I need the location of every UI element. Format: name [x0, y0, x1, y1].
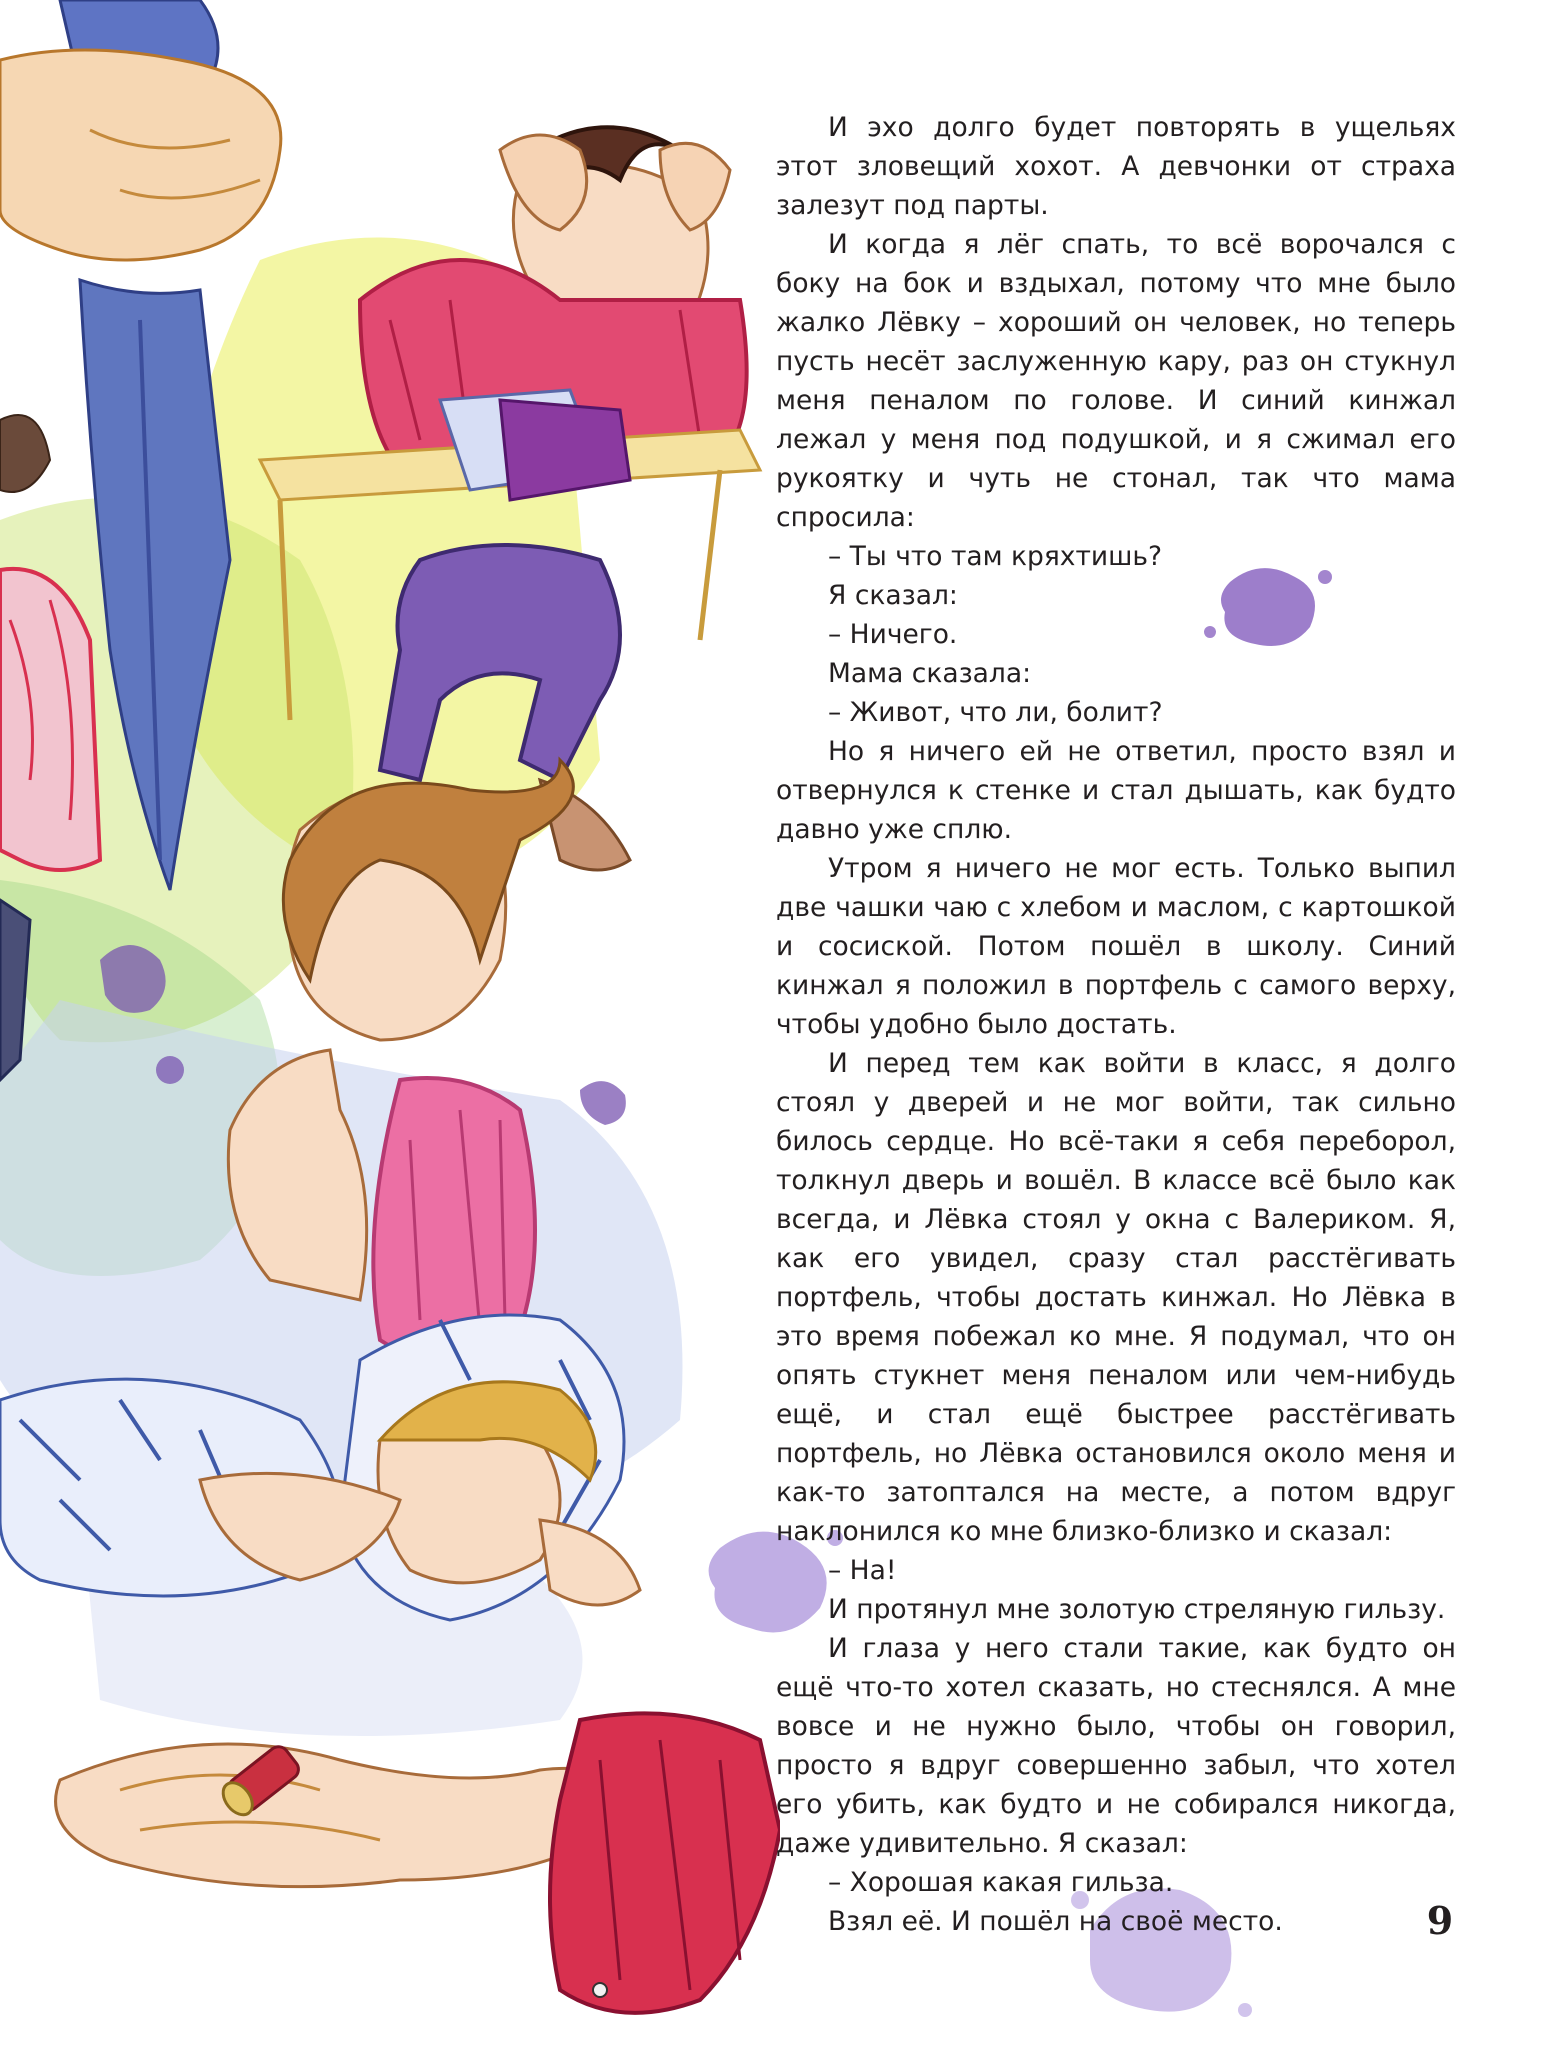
paragraph: И перед тем как войти в класс, я долго стоял у дверей и не мог войти, так сильно билось сердце. Но всё-таки я себя переборол, толкнул дверь и вошёл. В классе всё было как всегда, и Лёвка стоял у окна с Валериком. Я, как его увидел, сразу стал расстёгивать портфель, чтобы достать кинжал. Но Лёвка в это время побежал ко мне. Я подумал, что он опять стукнет меня пеналом или чем-нибудь ещё, и стал ещё быстрее расстёгивать портфель, но Лёвка остановился около меня и как-то затоптался на месте, а потом вдруг наклонился ко мне близко-близко и сказал: — [776, 1048, 1456, 1547]
page-number: 9 — [1426, 1898, 1454, 1943]
dialogue-line: – На! — [828, 1555, 897, 1586]
dialogue-line: – Хорошая какая гильза. — [828, 1867, 1174, 1898]
paragraph: Мама сказала: — [828, 658, 1032, 689]
paragraph: Я сказал: — [828, 580, 958, 611]
story-text — [776, 108, 1456, 1941]
paragraph: И когда я лёг спать, то всё ворочался с боку на бок и вздыхал, потому что мне было жалко Лёвку – хороший он человек, но теперь пусть несёт заслуженную кару, раз он стукнул меня пеналом по голове. И синий кинжал лежал у меня под подушкой, и я сжимал его рукоятку и чуть не стонал, так что мама спросила: — [776, 229, 1456, 533]
paragraph: И эхо долго будет повторять в ущельях этот зловещий хохот. А девчонки от страха залезут под парты. — [776, 112, 1456, 221]
paragraph: Утром я ничего не мог есть. Только выпил две чашки чаю с хлебом и маслом, с картошкой и сосиской. Потом пошёл в школу. Синий кинжал я положил в портфель с самого верху, чтобы удобно было достать. — [776, 853, 1456, 1040]
hand-with-cartridge — [56, 1713, 780, 2013]
dialogue-line: – Ты что там кряхтишь? — [828, 541, 1163, 572]
dialogue-line: – Ничего. — [828, 619, 958, 650]
paragraph: И глаза у него стали такие, как будто он ещё что-то хотел сказать, но стеснялся. А мне вовсе и не нужно было, чтобы он говорил, просто я вдруг совершенно забыл, что хотел его убить, как будто и не собирался никогда, даже удивительно. Я сказал: — [776, 1633, 1456, 1859]
dialogue-line: – Живот, что ли, болит? — [828, 697, 1163, 728]
paragraph: Взял её. И пошёл на своё место. — [828, 1906, 1283, 1937]
paragraph: И протянул мне золотую стреляную гильзу. — [828, 1594, 1446, 1625]
paragraph: Но я ничего ей не ответил, просто взял и отвернулся к стенке и стал дышать, как будто давно уже сплю. — [776, 736, 1456, 845]
